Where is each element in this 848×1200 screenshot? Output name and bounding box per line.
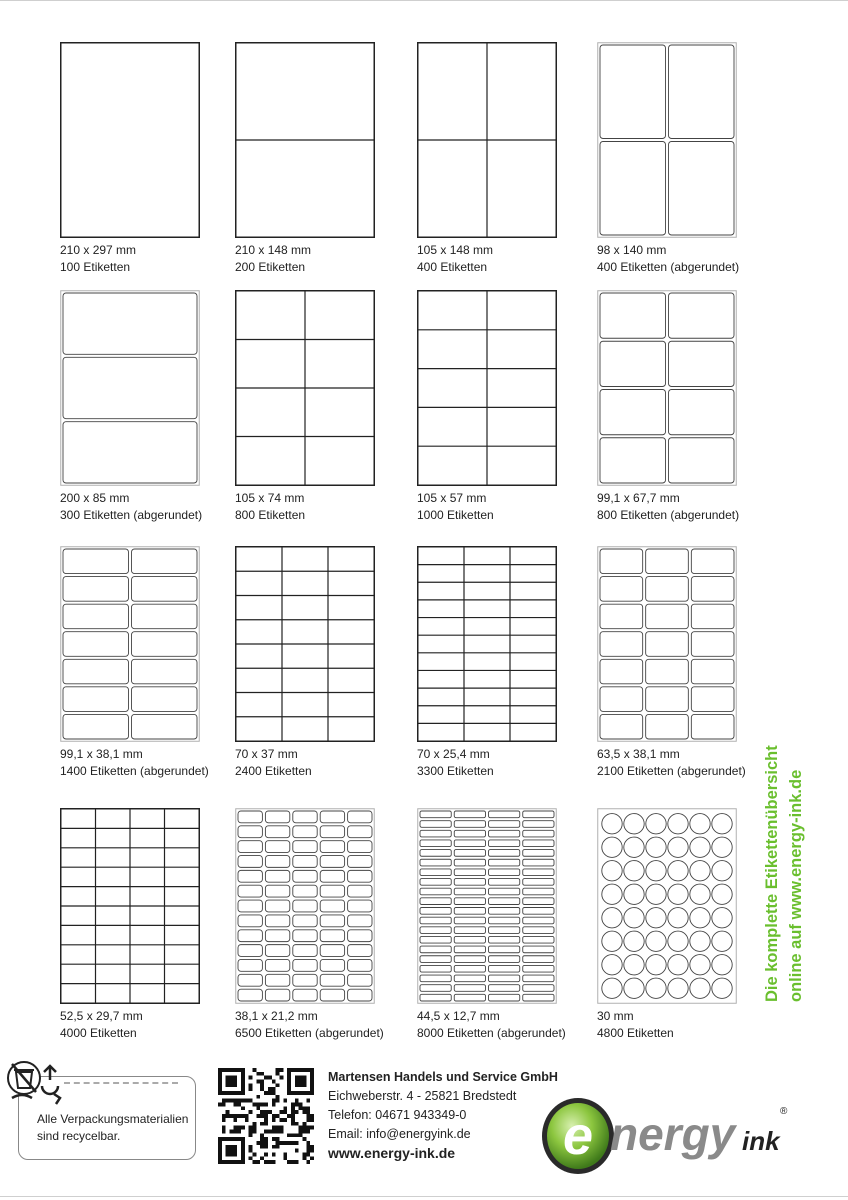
label-sheet-caption (60, 490, 202, 524)
label-count: 800 Etiketten (abgerundet) (597, 508, 740, 522)
label-count: 6500 Etiketten (abgerundet) (235, 1026, 384, 1040)
label-size: 38,1 x 21,2 mm (235, 1009, 318, 1023)
label-sheet-caption (235, 1008, 384, 1042)
label-sheet (60, 290, 200, 486)
label-size: 63,5 x 38,1 mm (597, 747, 680, 761)
label-sheet (235, 546, 375, 742)
label-count: 400 Etiketten (417, 260, 488, 274)
company-email[interactable]: Email: info@energyink.de (328, 1127, 471, 1141)
label-sheet (417, 290, 557, 486)
label-sheet (60, 808, 200, 1004)
label-sheet-caption (597, 242, 739, 276)
label-size: 105 x 74 mm (235, 491, 305, 505)
label-count: 1000 Etiketten (417, 508, 494, 522)
company-block (328, 1068, 558, 1163)
recycle-dashed-line (64, 1082, 178, 1084)
label-sheet (235, 42, 375, 238)
bottom-rule (0, 1196, 848, 1197)
label-sheet (60, 42, 200, 238)
label-size: 98 x 140 mm (597, 243, 667, 257)
logo-word: nergy (610, 1108, 736, 1160)
label-sheet-caption (60, 746, 209, 780)
label-sheet-caption (417, 242, 493, 276)
company-phone: Telefon: 04671 943349-0 (328, 1108, 467, 1122)
label-sheet-caption (417, 1008, 566, 1042)
recycle-bin-icon (4, 1058, 68, 1108)
label-size: 105 x 57 mm (417, 491, 487, 505)
label-sheet-caption (417, 746, 494, 780)
label-sheet (235, 808, 375, 1004)
label-sheet-caption (235, 746, 312, 780)
label-sheet (597, 42, 737, 238)
label-size: 200 x 85 mm (60, 491, 130, 505)
logo-registered: ® (780, 1106, 788, 1117)
label-count: 1400 Etiketten (abgerundet) (60, 764, 209, 778)
label-sheet (597, 290, 737, 486)
label-count: 100 Etiketten (60, 260, 131, 274)
label-size: 70 x 25,4 mm (417, 747, 490, 761)
label-size: 99,1 x 38,1 mm (60, 747, 143, 761)
label-count: 800 Etiketten (235, 508, 306, 522)
logo-letter: e (562, 1106, 594, 1166)
label-size: 105 x 148 mm (417, 243, 494, 257)
logo-suffix: ink (742, 1126, 780, 1156)
label-size: 70 x 37 mm (235, 747, 298, 761)
recycle-text (37, 1111, 188, 1145)
label-sheet (417, 546, 557, 742)
label-sheet-caption (417, 490, 494, 524)
label-sheet-caption (60, 1008, 143, 1042)
label-count: 2400 Etiketten (235, 764, 312, 778)
label-sheet-caption (235, 490, 305, 524)
label-sheet (235, 290, 375, 486)
label-count: 4000 Etiketten (60, 1026, 137, 1040)
label-sheet-caption (597, 1008, 674, 1042)
label-count: 400 Etiketten (abgerundet) (597, 260, 740, 274)
label-sheet-caption (597, 746, 746, 780)
label-count: 2100 Etiketten (abgerundet) (597, 764, 746, 778)
label-size: 30 mm (597, 1009, 634, 1023)
label-sheet (60, 546, 200, 742)
side-note-line1: Die komplette Etikettenübersicht (763, 745, 781, 1002)
recycle-line1: Alle Verpackungsmaterialien (37, 1112, 189, 1126)
label-sheet (597, 546, 737, 742)
side-note-line2: online auf www.energy-ink.de (787, 769, 805, 1002)
company-website[interactable]: www.energy-ink.de (328, 1145, 456, 1161)
label-size: 44,5 x 12,7 mm (417, 1009, 500, 1023)
label-count: 300 Etiketten (abgerundet) (60, 508, 203, 522)
label-count: 8000 Etiketten (abgerundet) (417, 1026, 566, 1040)
label-count: 4800 Etiketten (597, 1026, 674, 1040)
label-size: 99,1 x 67,7 mm (597, 491, 680, 505)
qr-code-icon[interactable] (218, 1068, 314, 1164)
side-note (760, 712, 808, 1002)
label-size: 52,5 x 29,7 mm (60, 1009, 143, 1023)
label-size: 210 x 297 mm (60, 243, 137, 257)
label-sheet-caption (597, 490, 739, 524)
company-name: Martensen Handels und Service GmbH (328, 1070, 558, 1084)
label-count: 200 Etiketten (235, 260, 306, 274)
label-sheet-caption (60, 242, 136, 276)
energy-ink-logo (538, 1088, 798, 1180)
label-sheet-caption (235, 242, 311, 276)
recycle-line2: sind recycelbar. (37, 1129, 121, 1143)
label-sheet (417, 42, 557, 238)
label-sheet (597, 808, 737, 1004)
label-sheet (417, 808, 557, 1004)
label-size: 210 x 148 mm (235, 243, 312, 257)
company-street: Eichweberstr. 4 - 25821 Bredstedt (328, 1089, 517, 1103)
label-count: 3300 Etiketten (417, 764, 494, 778)
